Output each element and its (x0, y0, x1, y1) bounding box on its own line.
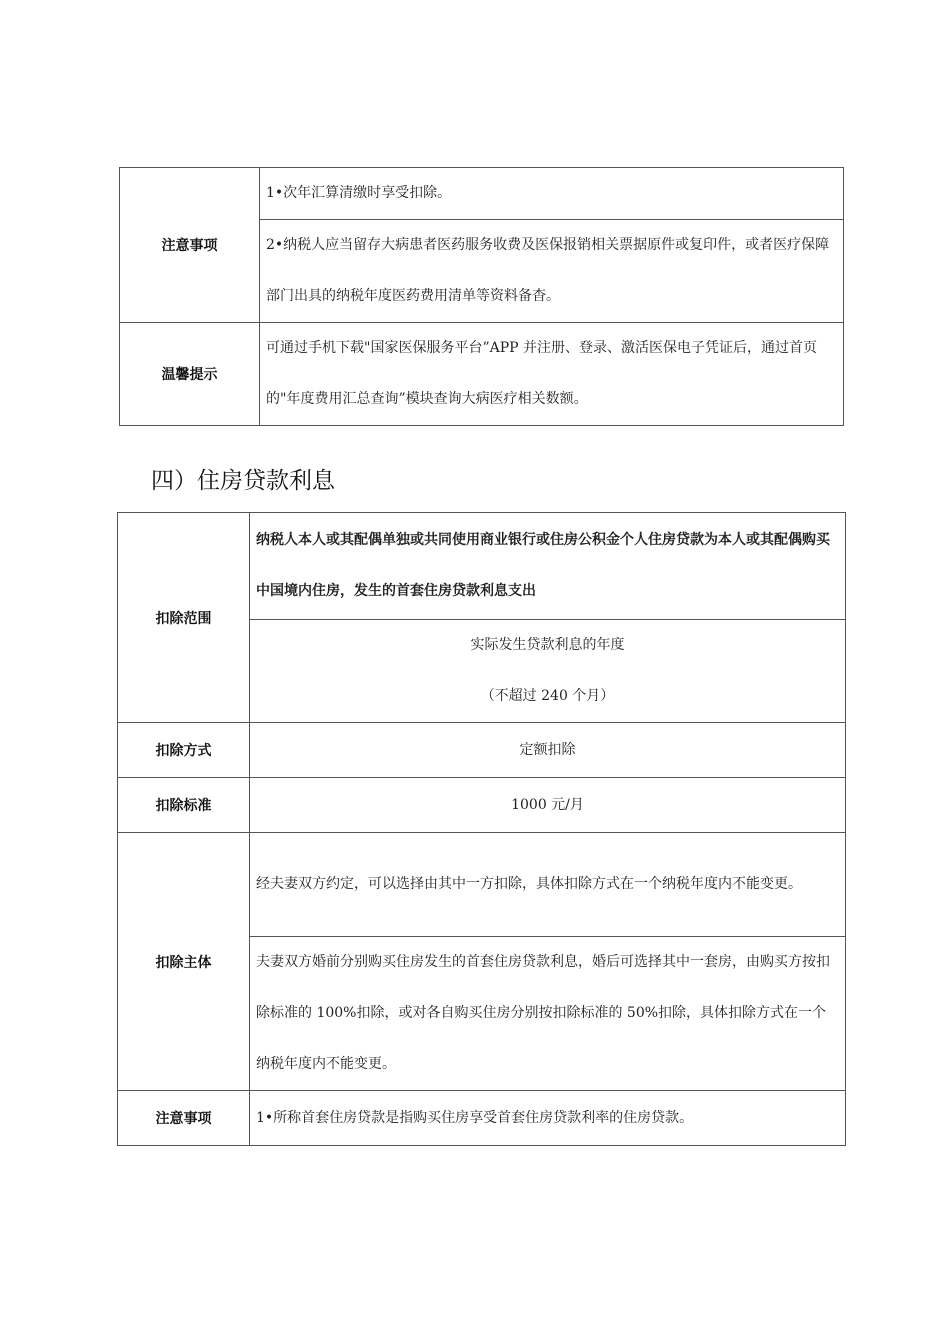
scope-period (250, 620, 846, 723)
tips-text: 可通过手机下载"国家医保服务平台”APP 并注册、登录、激活医保电子凭证后，通过首页的"年度费用汇总查询”模块查询大病医疗相关数额。 (260, 323, 844, 426)
standard-label: 扣除标准 (118, 778, 250, 833)
subject-text-1: 经夫妻双方约定，可以选择由其中一方扣除，具体扣除方式在一个纳税年度内不能变更。 (250, 833, 846, 937)
notes-label: 注意事项 (120, 168, 260, 323)
scope-period-line2: （不超过 240 个月） (480, 688, 615, 704)
scope-text: 纳税人本人或其配偶单独或共同使用商业银行或住房公积金个人住房贷款为本人或其配偶购买中国境内住房，发生的首套住房贷款利息支出 (250, 513, 846, 620)
method-value: 定额扣除 (250, 723, 846, 778)
scope-period-line1: 实际发生贷款利息的年度 (470, 637, 625, 653)
notes-label: 注意事项 (118, 1091, 250, 1146)
subject-text-2: 夫妻双方婚前分别购买住房发生的首套住房贷款利息，婚后可选择其中一套房，由购买方按扣除标准的 100%扣除，或对各自购买住房分别按扣除标准的 50%扣除，具体扣除方式在一个纳税年度内不能变更。 (250, 937, 846, 1091)
note-1: 1•次年汇算清缴时享受扣除。 (260, 168, 844, 220)
method-label: 扣除方式 (118, 723, 250, 778)
section-heading: 四）住房贷款利息 (151, 468, 335, 494)
standard-value: 1000 元/月 (250, 778, 846, 833)
note-2: 2•纳税人应当留存大病患者医药服务收费及医保报销相关票据原件或复印件，或者医疗保障部门出具的纳税年度医药费用清单等资料备杳。 (260, 220, 844, 323)
medical-notes-table (119, 167, 844, 426)
tips-label: 温馨提示 (120, 323, 260, 426)
subject-label: 扣除主体 (118, 833, 250, 1091)
note-1: 1•所称首套住房贷款是指购买住房享受首套住房贷款利率的住房贷款。 (250, 1091, 846, 1146)
housing-loan-table (117, 512, 846, 1146)
scope-label: 扣除范围 (118, 513, 250, 723)
